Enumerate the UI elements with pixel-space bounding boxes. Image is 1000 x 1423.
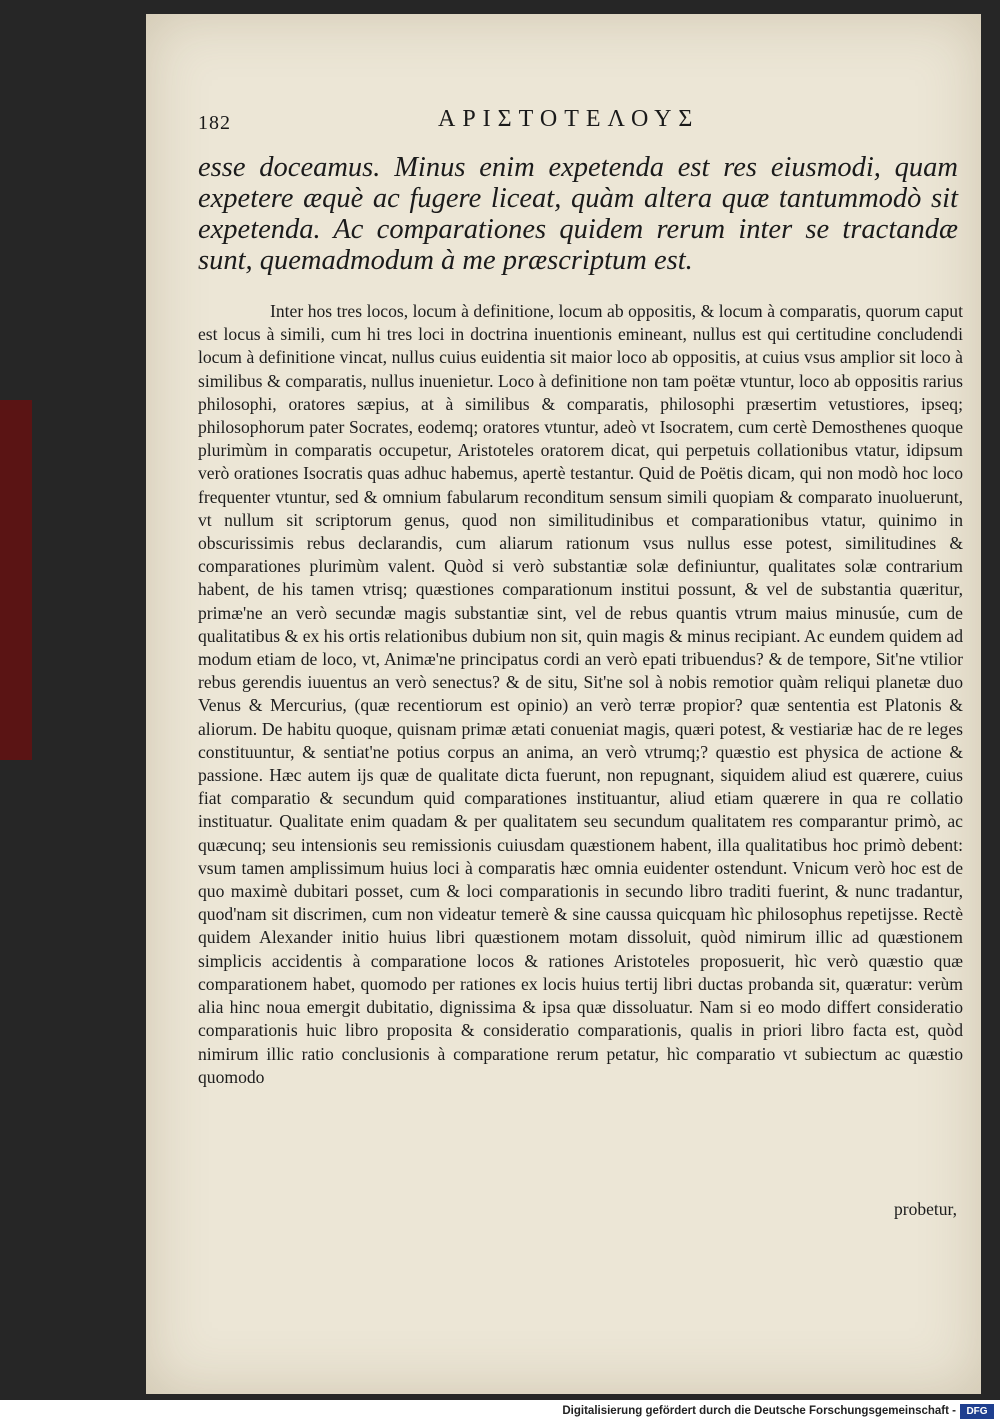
binding-edge xyxy=(0,400,32,760)
page-header xyxy=(198,106,898,146)
footer xyxy=(0,1401,1000,1423)
book-page xyxy=(146,14,981,1394)
body-paragraph: Inter hos tres locos, locum à definitione, locum ab oppositis, & locum à comparatis, quorum caput est locus à simili, cum hi tres loci in doctrina inuentionis emineant, nullus est qui certitudine concludendi locum à definitione vincat, nullus cuius euidentia sit maior loco ab oppositis, at cuius vsus amplior sit loco à similibus & comparatis, nullus inuenietur. Loco à definitione non tam poëtæ vtuntur, loco ab oppositis rarius philosophi, oratores sæpius, at à similibus & comparatis, philosophi præsertim vetustiores, ipseq; philosophorum pater Socrates, eodemq; oratores vtuntur, adeò vt Isocratem, cum certè Demosthenes quoque plurimùm in comparatis occupetur, Aristoteles oratorem dicat, qui perpetuis collationibus vtatur, idipsum verò orationes Isocratis quas adhuc habemus, apertè testantur. Quid de Poëtis dicam, qui non modò hoc loco frequenter vtuntur, sed & omnium fabularum reconditum sensum simili quopiam & comparato inuoluerunt, vt nullum sit scriptorum genus, quod non similitudinibus et comparationibus vtatur, quinimo in obscurissimis rebus declarandis, cum aliarum rationum vsus nullus esse potest, similitudines & comparationes plurimùm valent. Quòd si verò substantiæ solæ definiuntur, qualitates solæ contrarium habent, de his tamen vtrisq; quæstiones comparationum institui possunt, & vel de substantia quæritur, primæ'ne an verò secundæ magis substantiæ sint, vel de rebus quantis vtrum maius minusúe, cum de qualitatibus & ex his ortis relationibus dubium non sit, quin magis & minus recipiant. Ac eundem quidem ad modum etiam de loco, vt, Animæ'ne principatus cordi an verò epati tribuendus? & de tempore, Sit'ne vtilior rebus gerendis iuuentus an verò senectus? & de situ, Sit'ne sol à nobis remotior quàm reliqui planetæ duo Venus & Mercurius, (quæ recentiorum est opinio) an verò terræ propior? quæ sententia est Platonis & aliorum. De habitu quoque, quisnam primæ ætati conueniat magis, quæri potest, & vestiariæ hac de re leges constituuntur, & sentiat'ne potius corpus an anima, an verò vtrumq;? quæstio est physica de actione & passione. Hæc autem ijs quæ de qualitate dicta fuerunt, non repugnant, siquidem aliud est quærere, cuius fiat comparatio & secundum quid comparationes instituantur, aliud etiam quærere in qua re collatio instituatur. Qualitate enim quadam & per qualitatem seu secundum qualitatem res comparantur primò, ac quæcunq; seu intensionis seu remissionis cuiusdam quæstionem habent, illa qualitatibus hoc primò debent: vsum tamen amplissimum huius loci à comparatis hæc omnia euidenter ostendunt. Vnicum verò hoc est de quo maximè dubitari posset, cum & loci comparationis in secundo libro traditi fuerint, & nunc tradantur, quod'nam sit discrimen, cum non videatur temerè & sine caussa quicquam hìc philosophus repetijsse. Rectè quidem Alexander initio huius libri quæstionem motam dissoluit, quòd nimirum illic ad quæstionem simplicis accidentis à comparatione locos & rationes Aristoteles proposuerit, hìc verò quæstio quæ comparationem habet, quomodo per rationes ex locis huius tertij libri ductas probanda sit, quæratur: verùm alia hinc noua emergit dubitatio, dignissima & ipsa quæ dissoluatur. Nam si eo modo differt consideratio comparationis huic libro proposita & consideratio comparationis, qualis in priori libro facta est, quòd nimirum illic ratio conclusionis à comparatione rerum petatur, hìc comparatio vt subiectum ac quæstio quomodo xyxy=(198,301,963,1087)
lead-paragraph: esse doceamus. Minus enim expetenda est res eiusmodi, quam expetere æquè ac fugere liceat, quàm altera quæ tantummodò sit expetenda. Ac comparationes quidem rerum inter se tractandæ sunt, quemadmodum à me præscriptum est. xyxy=(198,152,958,276)
page-number: 182 xyxy=(198,112,231,134)
funding-notice: Digitalisierung gefördert durch die Deutsche Forschungsgemeinschaft - xyxy=(562,1405,956,1417)
dfg-logo-icon: DFG xyxy=(960,1404,994,1419)
running-head: ΑΡΙΣΤΟΤΕΛΟΥΣ xyxy=(438,106,700,132)
catchword: probetur, xyxy=(894,1199,957,1219)
